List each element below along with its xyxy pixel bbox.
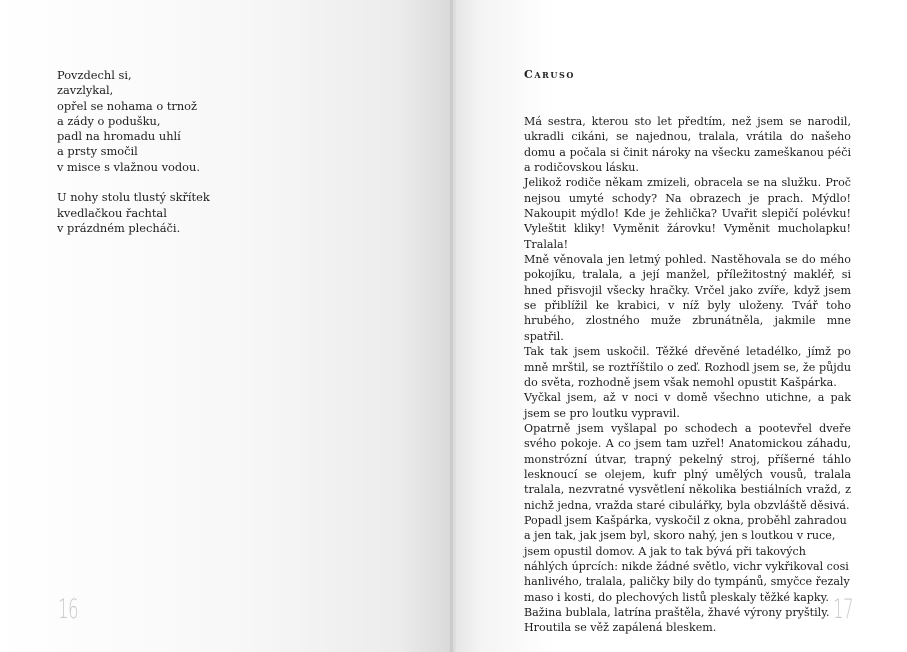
paragraph: Vyčkal jsem, až v noci v domě všechno utichne, a pak jsem se pro loutku vypravil. [524, 391, 851, 420]
paragraph: Má sestra, kterou sto let předtím, než jsem se narodil, ukradli cikáni, se najednou, tralala, vrátila do našeho domu a počala si činit nároky na všecku zameškanou péči a rodičovskou lásku. [524, 115, 851, 175]
poem-line: zavzlykal, [57, 83, 114, 98]
poem-line: a prsty smočil [57, 144, 138, 159]
poem-line: kvedlačkou řachtal [57, 205, 167, 220]
poem-line: U nohy stolu tlustý skřítek [57, 190, 210, 205]
poem-stanza-1 [57, 68, 210, 175]
poem-line: opřel se nohama o trnož [57, 98, 198, 113]
poem-stanza-2 [57, 190, 210, 236]
paragraph: Opatrně jsem vyšlapal po schodech a pootevřel dveře svého pokoje. A co jsem tam uzřel! Anatomickou záhadu, monstrózní útvar, trapný pekelný stroj, příšerné táhlo lesknoucí se olejem, kufr plný umělých vousů, tralala tralala, nezvratné vysvětlení několika bestiálních vražd, z nichž jedna, vražda staré cibulářky, byla obzvláště děsivá. [524, 421, 851, 512]
poem-line: Povzdechl si, [57, 68, 132, 82]
paragraph: Mně věnovala jen letmý pohled. Nastěhovala se do mého pokojíku, tralala, a její manžel, příležitostný makléř, si hned přisvojil všecky hračky. Vrčel jako zvíře, když jsem se přiblížil ke krabici, v níž byly uloženy. Tvář toho hrubého, zlostného muže zbrunátněla, jakmile mne spatřil. [524, 253, 851, 343]
left-page [0, 0, 453, 652]
paragraph: Popadl jsem Kašpárka, vyskočil z okna, proběhl zahradou a jen tak, jak jsem byl, skoro nahý, jen s loutkou v ruce, jsem opustil domov. A jak to tak bývá při takových náhlých úprcích: nikde žádné světlo, vichr vykřikoval cosi hanlivého, tralala, paličky bily do tympánů, smyčce řezaly maso i kosti, do plechových listů pleskaly těžké kapky. Bažina bublala, latrína praštěla, žhavé výrony pryštily. Hroutila se věž zapálená bleskem. [524, 513, 850, 635]
prose-body [524, 114, 854, 636]
right-page [453, 0, 907, 652]
paragraph: Tak tak jsem uskočil. Těžké dřevěné letadélko, jímž po mně mrštil, se roztříštilo o zeď. Rozhodl jsem se, že půjdu do světa, rozhodně jsem však nemohl opustit Kašpárka. [524, 345, 851, 389]
page-number-right: 17 [833, 594, 854, 625]
book-gutter [450, 0, 456, 652]
paragraph: Jelikož rodiče někam zmizeli, obracela se na služku. Proč nejsou umyté schody? Na obrazech je prach. Mýdlo! Nakoupit mýdlo! Kde je žehlička? Uvařit slepičí polévku! Vyleštit kliky! Vyměnit žárovku! Vyměnit mucholapku! Tralala! [524, 176, 851, 251]
poem-line: v misce s vlažnou vodou. [57, 159, 200, 174]
poem-line: v prázdném plecháči. [57, 220, 181, 235]
chapter-title: Caruso [524, 68, 575, 81]
poem-line: padl na hromadu uhlí [57, 129, 181, 144]
page-number-left: 16 [58, 594, 79, 625]
poem-line: a zády o podušku, [57, 113, 161, 128]
poem [57, 68, 210, 252]
